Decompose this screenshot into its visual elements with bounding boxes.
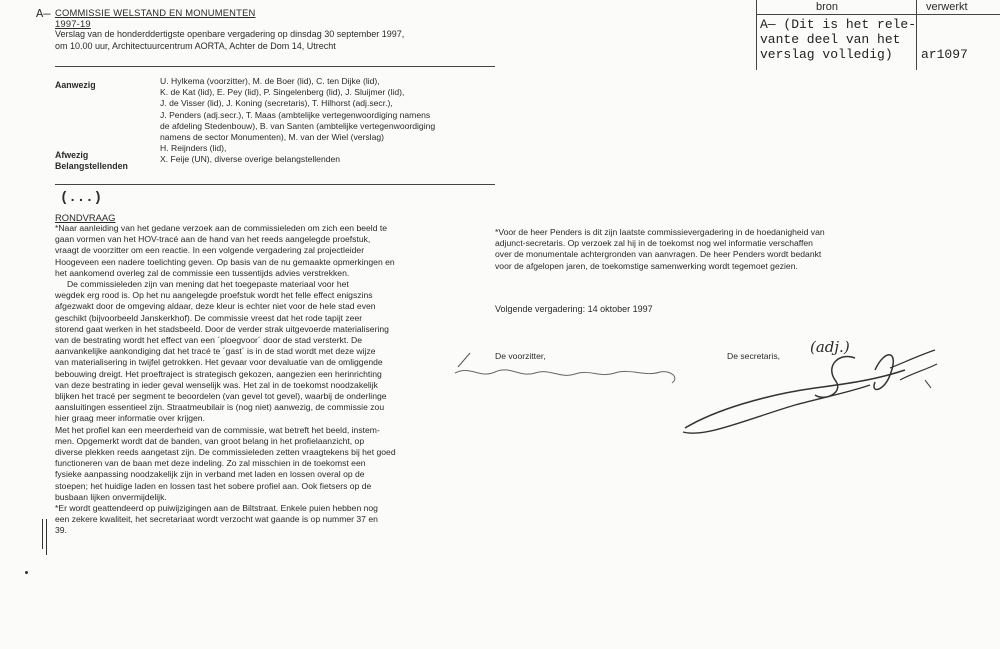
chair-signature <box>450 345 690 395</box>
margin-bar <box>42 519 43 549</box>
body-line: 39. <box>55 525 67 536</box>
body-line: *Naar aanleiding van het gedane verzoek aan de commissieleden om zich een beeld te <box>55 223 388 233</box>
body-line: men. Opgemerkt wordt dat de banden, van groot belang in het profielaanzicht, op <box>55 435 365 446</box>
attendance-divider <box>55 184 495 185</box>
body-line: Met het profiel kan een meerderheid van de commissie, wat betreft het beeld, instem- <box>55 424 380 435</box>
omission-marker: (...) <box>60 190 103 206</box>
margin-note: A— <box>36 7 51 21</box>
body-line: aanvankelijke aankondiging dat het tracé te ´gast´ is in de stad wordt met deze wijze <box>55 346 376 357</box>
body-line: hier graag meer informatie over krijgen. <box>55 413 205 424</box>
body-line: wegdek erg rood is. Op het nu aangelegde proefstuk wordt het felle effect enigszins <box>55 290 373 301</box>
absent-value: H. Reijnders (lid), <box>160 143 227 154</box>
verwerkt-value: ar1097 <box>921 47 968 62</box>
note-line: over de monumentale achtergronden van aanvragen. De heer Penders wordt bedankt <box>495 249 822 260</box>
rondvraag-heading: RONDVRAAG <box>55 212 116 223</box>
body-line: stoepen; het huidige laden en lossen tast het sobere profiel aan. Ook fietsers op de <box>55 480 372 491</box>
meeting-line-1: Verslag van de honderddertigste openbare vergadering op dinsdag 30 september 1997, <box>55 29 405 39</box>
rondvraag-body <box>55 223 470 537</box>
body-line: van materialisering in twijfel getrokken. Het gevaar voor devaluatie van de omliggende <box>55 357 383 368</box>
note-line: *Voor de heer Penders is dit zijn laatste commissievergadering in de hoedanigheid van <box>495 227 825 237</box>
secretary-handwritten-note: (adj.) <box>810 338 850 356</box>
absent-label: Afwezig <box>55 150 89 160</box>
next-meeting: Volgende vergadering: 14 oktober 1997 <box>495 304 653 314</box>
body-line: afgezwakt door de omgeving aldaar, deze kleur is echter niet voor de hele stad even <box>55 301 376 312</box>
body-line: het aankomend overleg zal de commissie een tussentijds advies verstrekken. <box>55 267 350 278</box>
body-line: De commissieleden zijn van mening dat het toegepaste materiaal voor het <box>55 279 349 290</box>
body-line: Hoogeveen een nadere toelichting geven. Op basis van de nu gemaakte opmerkingen en <box>55 256 395 267</box>
stakeholders-value: X. Feije (UN), diverse overige belangstellenden <box>160 154 341 165</box>
present-line: J. de Visser (lid), J. Koning (secretaris), T. Hilhorst (adj.secr.), <box>160 98 393 109</box>
table-header-divider <box>756 14 1000 15</box>
commission-title: COMMISSIE WELSTAND EN MONUMENTEN <box>55 7 256 18</box>
body-line: functioneren van de baan met deze indeling. Zo zal misschien in de toekomst een <box>55 458 366 469</box>
bron-line-1: A— (Dit is het rele- <box>760 17 917 32</box>
body-line: aansluitingen essentieel zijn. Straatmeubilair is (nog niet) aanwezig, de commissie zou <box>55 402 385 413</box>
bron-line-2: vante deel van het <box>760 32 901 47</box>
body-line: een zekere kwaliteit, het secretariaat wordt verzocht wat gaande is op nummer 37 en <box>55 514 378 525</box>
present-line: namens de sector Monumenten), M. van der Wiel (verslag) <box>160 132 385 143</box>
present-line: de afdeling Stedenbouw), B. van Santen (ambtelijke vertegenwoordiging <box>160 120 436 131</box>
present-label: Aanwezig <box>55 80 96 90</box>
penders-note <box>495 227 825 272</box>
present-line: K. de Kat (lid), E. Pey (lid), P. Singelenberg (lid), J. Sluijmer (lid), <box>160 87 405 98</box>
body-line: diverse plekken reeds aangetast zijn. De commissieleden zetten vraagtekens bij het goed <box>55 447 396 458</box>
document-header <box>55 7 404 52</box>
source-table <box>756 0 1000 70</box>
body-line: fysieke aanpassing noodzakelijk zijn in verband met laden en lossen overal op de <box>55 469 365 480</box>
meeting-line-2: om 10.00 uur, Architectuurcentrum AORTA, Achter de Dom 14, Utrecht <box>55 40 336 51</box>
margin-bar <box>46 519 47 555</box>
table-border-mid <box>916 0 917 70</box>
present-list <box>160 76 435 166</box>
body-line: van de bestrating wordt het effect van een ´ploegvoor´ door de stad versterkt. De <box>55 335 363 346</box>
table-border-left <box>756 0 757 70</box>
body-line: *Er wordt geattendeerd op puiwijzigingen aan de Biltstraat. Enkele puien hebben nog <box>55 503 378 514</box>
secretary-label: De secretaris, <box>727 351 781 361</box>
body-line: bebouwing dreigt. Het proeftraject is strategisch gekozen, aangezien een herinrichting <box>55 368 382 379</box>
body-line: gaan vormen van het HOV-tracé aan de hand van het reeds aangelegde proefstuk, <box>55 234 371 245</box>
present-line: U. Hylkema (voorzitter), M. de Boer (lid), C. ten Dijke (lid), <box>160 76 380 86</box>
body-line: van deze bestrating in ieder geval wenselijk was. Het zal in de toekomst noodzakelijk <box>55 379 378 390</box>
body-line: busbaan lijken onvermijdelijk. <box>55 491 167 502</box>
bron-line-3: verslag volledig) <box>760 47 893 62</box>
stray-dot <box>25 571 28 574</box>
body-line: blijken het tracé per segment te beoordelen (van gevel tot gevel), waarbij de onderlinge <box>55 391 387 402</box>
report-number: 1997-19 <box>55 18 91 29</box>
secretary-signature <box>675 340 945 440</box>
chair-label: De voorzitter, <box>495 351 546 361</box>
note-line: voor de afgelopen jaren, de toekomstige samenwerking wordt tegemoet gezien. <box>495 260 798 271</box>
header-divider <box>55 66 495 67</box>
body-line: vraagt de voorzitter om een reactie. In een volgende vergadering zal projectleider <box>55 245 365 256</box>
body-line: storend gaat werken in het stadsbeeld. Door de verder strak uitgevoerde materialisering <box>55 323 389 334</box>
present-line: J. Penders (adj.secr.), T. Maas (ambtelijke vertegenwoordiging namens <box>160 109 431 120</box>
body-line: geschikt (bijvoorbeeld Janskerkhof). De commissie vreest dat het rode tapijt zeer <box>55 312 363 323</box>
col-bron-header: bron <box>816 1 839 13</box>
col-verwerkt-header: verwerkt <box>926 1 968 13</box>
stakeholders-label: Belangstellenden <box>55 161 128 171</box>
note-line: adjunct-secretaris. Op verzoek zal hij in de toekomst nog wel informatie verschaffen <box>495 238 813 249</box>
